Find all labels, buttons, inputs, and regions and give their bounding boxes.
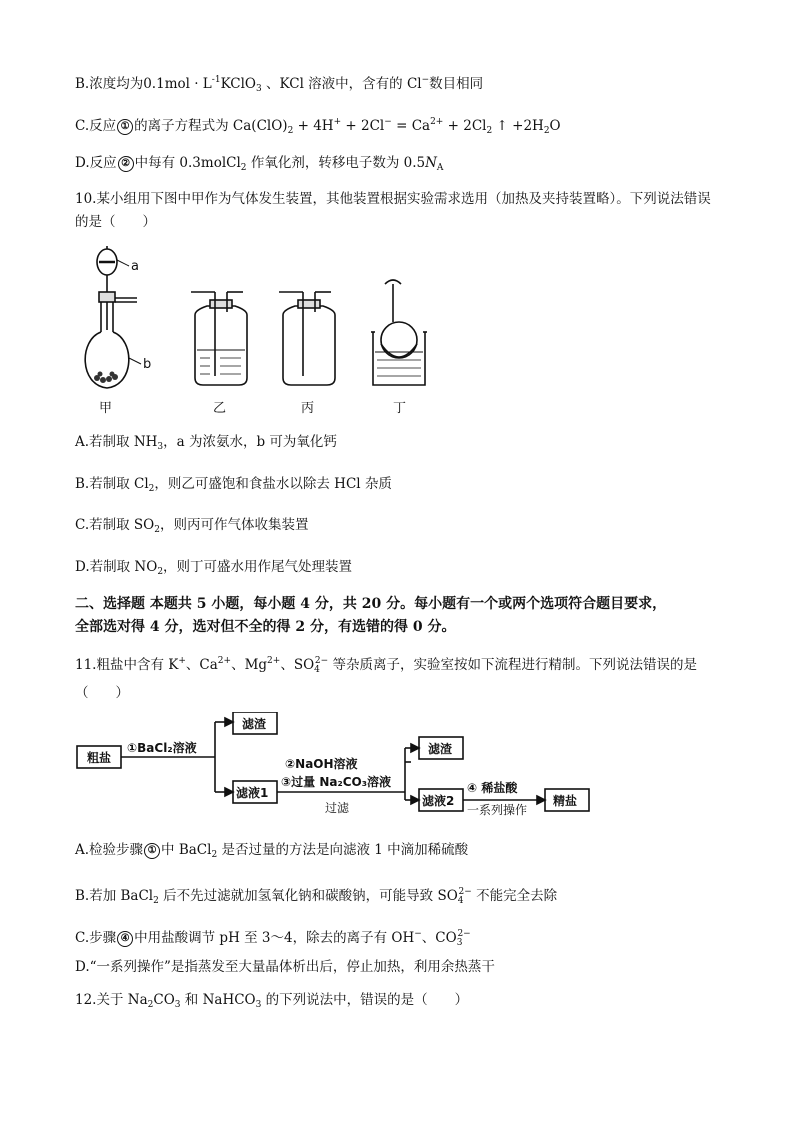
text: B.若加 BaCl [75,888,154,904]
sup: 2− [458,887,472,897]
q10-option-c [75,515,308,540]
text: 、Ca [185,657,218,673]
text: 是否过量的方法是向滤液 1 中滴加稀硫酸 [217,842,469,858]
sub: 2 [211,850,218,860]
sup: − [421,75,430,85]
sub: 4 [314,665,320,675]
text: B.若制取 Cl [75,476,149,492]
q11-option-c [75,924,471,953]
text: C.若制取 SO [75,517,155,533]
sub: 2 [147,1000,154,1010]
text: 0.1mol · L [143,76,212,92]
flow-filtrate2: 滤液2 [422,794,455,808]
text: D.反应 [75,155,117,171]
flow-residue2: 滤渣 [428,742,453,756]
text: 中 BaCl [161,842,212,858]
text: C.步骤 [75,930,117,946]
text: = Ca [391,118,431,134]
q11-option-b [75,882,557,911]
avogadro-symbol: N [425,155,437,171]
flow-filter: 过滤 [325,801,350,815]
sup: 2+ [430,117,444,127]
text: 数目相同 [429,76,484,92]
text: O [549,118,561,134]
text: （ ） [75,685,129,701]
label-ding: 丁 [393,401,407,416]
sub: 3 [174,1000,181,1010]
flow-step1: ①BaCl₂溶液 [127,741,197,755]
sup: 2− [457,929,471,939]
sub: 2 [153,896,159,906]
text: A.检验步骤 [75,842,144,858]
label-jia: 甲 [99,401,113,416]
step-number: ① [144,843,160,859]
text: C.反应 [75,118,117,134]
text: 后不先过滤就加氢氧化钠和碳酸钠，可能导致 SO [158,888,458,904]
q9-option-d [75,153,443,178]
step-number: ④ [117,931,133,947]
sup: 2+ [267,656,281,666]
sub: 4 [457,896,464,906]
sup: -1 [211,75,221,85]
q10-option-a [75,432,337,457]
sub: 2 [287,126,294,136]
text: 等杂质离子，实验室按如下流程进行精制。下列说法错误的是 [328,657,697,673]
text: B.浓度均为 [75,76,144,92]
sub: 3 [256,84,262,94]
reaction-number: ① [117,119,133,135]
text: + 2Cl [341,118,385,134]
sub: 2 [543,126,550,136]
sub: 2 [148,484,155,494]
text: KClO [220,76,256,92]
text: D.若制取 NO [75,559,158,575]
text: 全部选对得 4 分，选对但不全的得 2 分，有选错的得 0 分。 [75,619,456,635]
text: 二、选择题 本题共 5 小题，每小题 4 分，共 20 分。每小题有一个或两个选项符合题目要求， [75,596,667,612]
label-bing: 丙 [301,401,315,416]
section2-heading-line2 [75,617,455,637]
flow-step4: ④ 稀盐酸 [467,781,518,795]
text: 12.关于 Na [75,992,148,1008]
q9-option-b [75,70,483,99]
text: + 4H [293,118,334,134]
text: ，a 为浓氨水，b 可为氧化钙 [163,434,337,450]
text: A.若制取 NH [75,434,158,450]
text: CO [153,992,175,1008]
q10-option-d [75,557,352,582]
sup: − [384,117,392,127]
sub: 3 [255,1000,262,1010]
apparatus-bing [279,292,335,385]
sup: − [414,929,422,939]
reaction-number: ② [118,156,134,172]
flow-refined: 精盐 [553,794,578,808]
sup: + [178,656,186,666]
apparatus-figure [75,240,435,420]
text: 、CO [421,930,457,946]
q11-paren [75,683,129,703]
text: ，则丙可作气体收集装置 [159,517,309,533]
text: + 2Cl [443,118,487,134]
text: 作氧化剂，转移电子数为 0.5 [246,155,426,171]
text: 的下列说法中，错误的是（ ） [261,992,469,1008]
q11-stem [75,651,697,680]
text: 、KCl 溶液中，含有的 Cl [261,76,422,92]
q10-option-b [75,474,392,499]
text: 、SO [280,657,315,673]
purification-flowchart [75,712,635,822]
text: 11.粗盐中含有 K [75,657,179,673]
q11-option-a [75,840,468,865]
flow-residue1: 滤渣 [242,717,267,731]
text: 中每有 0.3molCl [134,155,241,171]
apparatus-yi [191,292,247,385]
sub: 3 [456,938,463,948]
sub: 2 [157,567,164,577]
flow-filtrate1: 滤液1 [236,786,269,800]
text: 和 NaHCO [180,992,256,1008]
flow-crude: 粗盐 [87,751,112,765]
text: 的离子方程式为 Ca(ClO) [134,118,288,134]
text: ↑ +2H [492,118,544,134]
q10-stem-line1 [75,189,711,209]
text: 10.某小组用下图中甲作为气体发生装置，其他装置根据实验需求选用（加热及夹持装置略）。下列说法错误 [75,191,711,207]
q12-stem [75,990,468,1015]
sub: A [436,163,444,173]
sup: 2− [314,656,329,666]
sup: 2+ [217,656,232,666]
q9-option-c [75,112,561,141]
text: ，则乙可盛饱和食盐水以除去 HCl 杂质 [154,476,392,492]
section2-heading-line1 [75,594,666,614]
flow-step2: ②NaOH溶液 [285,757,358,771]
text: 中用盐酸调节 pH 至 3～4，除去的离子有 OH [134,930,415,946]
text: 、Mg [231,657,268,673]
apparatus-ding [371,280,427,385]
text: 不能完全去除 [471,888,558,904]
q11-option-d [75,957,495,977]
text: ，则丁可盛水用作尾气处理装置 [163,559,353,575]
label-b: b [143,357,152,372]
sub: 2 [486,126,493,136]
sup: + [333,117,342,127]
flow-step3: ③过量 Na₂CO₃溶液 [281,775,391,789]
label-yi: 乙 [213,401,227,416]
flow-series: 一系列操作 [467,803,528,817]
sub: 2 [240,163,247,173]
text: 的是（ ） [75,214,156,230]
sub: 2 [154,525,160,535]
q10-stem-line2 [75,212,156,232]
text: D.“一系列操作”是指蒸发至大量晶体析出后，停止加热，利用余热蒸干 [75,959,495,975]
sub: 3 [157,442,164,452]
label-a: a [131,259,139,274]
